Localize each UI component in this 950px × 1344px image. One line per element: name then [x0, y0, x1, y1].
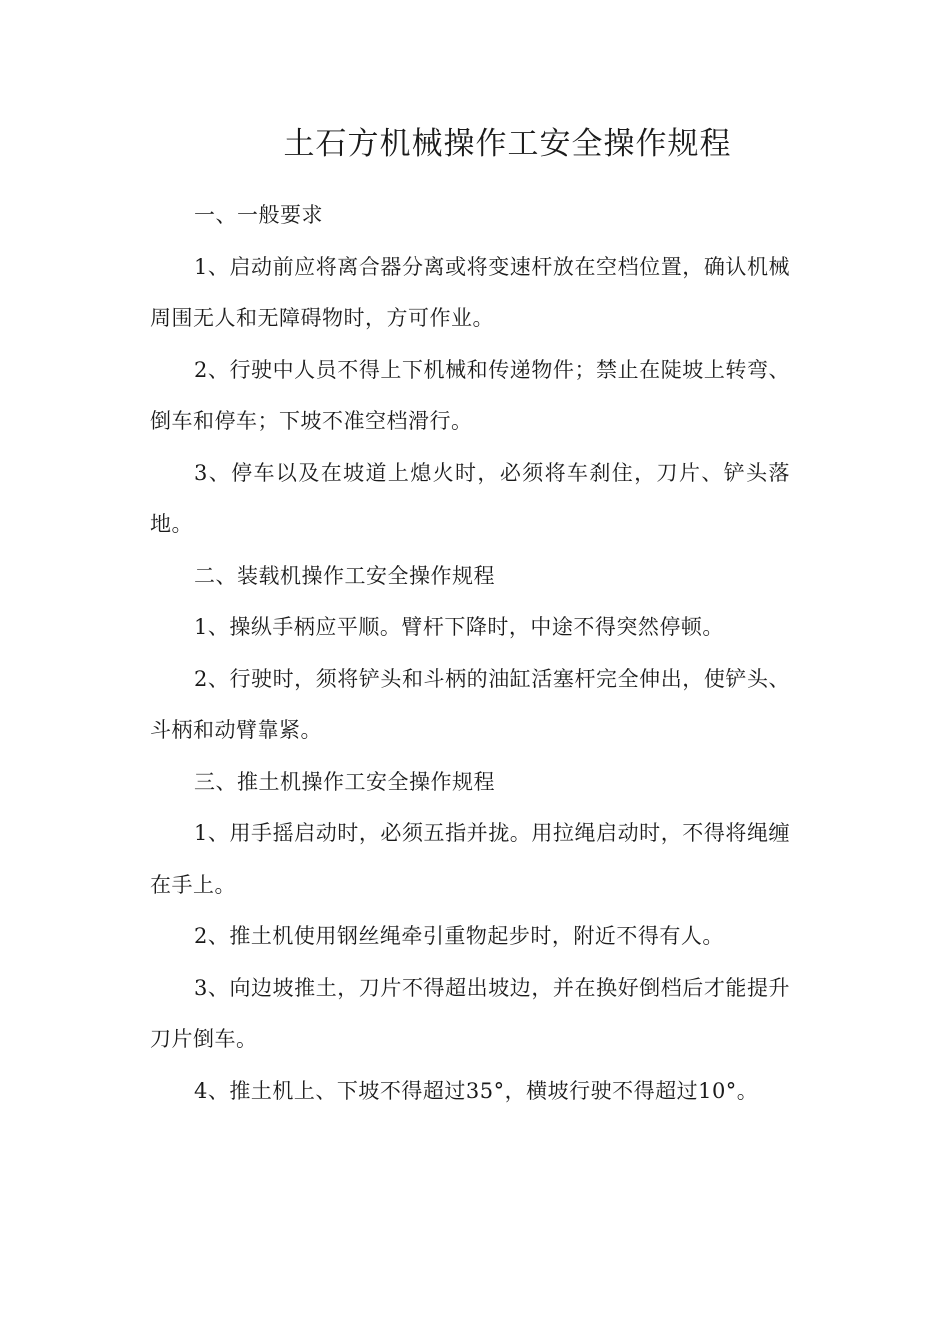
paragraph: 4、推土机上、下坡不得超过35°，横坡行驶不得超过10°。 — [194, 1078, 759, 1103]
paragraph: 3、停车以及在坡道上熄火时，必须将车刹住，刀片、铲头落地。 — [150, 460, 790, 536]
paragraph: 2、推土机使用钢丝绳牵引重物起步时，附近不得有人。 — [194, 924, 724, 948]
paragraph: 3、向边坡推土，刀片不得超出坡边，并在换好倒档后才能提升刀片倒车。 — [150, 975, 790, 1051]
paragraph: 2、行驶中人员不得上下机械和传递物件；禁止在陡坡上转弯、倒车和停车；下坡不准空档滑行。 — [150, 357, 790, 433]
section-heading-bulldozer: 三、推土机操作工安全操作规程 — [194, 769, 495, 794]
document-title: 土石方机械操作工安全操作规程 — [283, 126, 732, 162]
paragraph: 1、启动前应将离合器分离或将变速杆放在空档位置，确认机械周围无人和无障碍物时，方可作业。 — [150, 254, 790, 330]
paragraph: 1、用手摇启动时，必须五指并拢。用拉绳启动时，不得将绳缠在手上。 — [150, 821, 790, 897]
section-heading-general: 一、一般要求 — [194, 203, 323, 227]
document-body — [150, 190, 790, 1117]
paragraph: 1、操纵手柄应平顺。臂杆下降时，中途不得突然停顿。 — [194, 615, 724, 639]
section-heading-loader: 二、装载机操作工安全操作规程 — [194, 563, 495, 588]
paragraph: 2、行驶时，须将铲头和斗柄的油缸活塞杆完全伸出，使铲头、斗柄和动臂靠紧。 — [150, 666, 790, 742]
